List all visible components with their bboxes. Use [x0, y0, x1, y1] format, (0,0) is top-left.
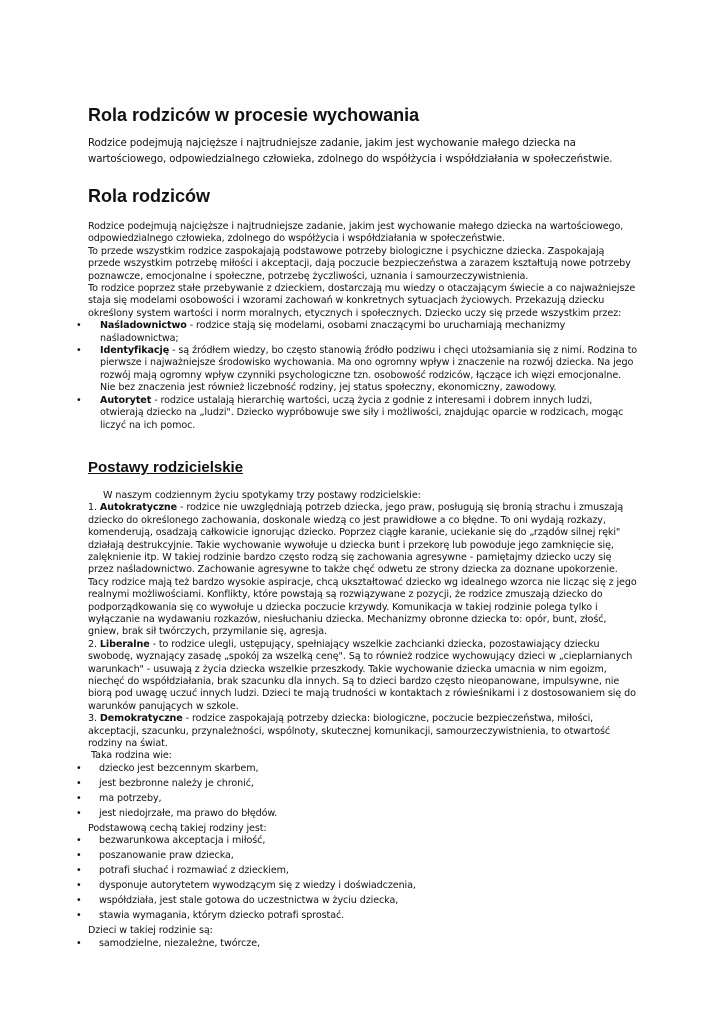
bullet-icon: •	[76, 835, 82, 847]
document-body	[76, 104, 638, 953]
list-item	[76, 807, 638, 820]
paragraph: Rodzice podejmują najcięższe i najtrudniejsze zadanie, jakim jest wychowanie małego dziecka na wartościowego, odpowiedzialnego człowieka, zdolnego do współżycia i współdziałania w społeczeństwie.	[88, 221, 624, 245]
bullet-icon: •	[76, 320, 82, 332]
attitude-text: - rodzice nie uwzględniają potrzeb dziecka, jego praw, posługują się bronią strachu i zmuszają dziecko do określonego zachowania, doskonale wiedzą co jest prawidłowe a co błędne. To oni wydają rozkazy, komenderują, osadzają całkowicie ignorując dziecko. Poprzez ciągłe karanie, uciekanie się do „rządów silnej ręki" działają destrukcyjnie. Takie wychowanie wywołuje u dziecka bunt i przekorę lub powoduje jego zamknięcie się, zalęknienie itp. W takiej rodzinie bardzo często rodzą się zachowania agresywne - pamiętajmy dziecko uczy się przez naśladownictwo. Zachowanie agresywne to także chęć odwetu ze strony dziecka za doznane upokorzenie. Tacy rodzice mają też bardzo wysokie aspiracje, chcą ukształtować dziecko wg idealnego wzorca nie licząc się z jego realnymi możliwościami. Konflikty, które powstają są rozwiązywane z pozycji, że rodzice zmuszają dziecko do podporządkowania się co wywołuje u dziecka poczucie krzywdy. Komunikacja w takiej rodzinie polega tylko i wyłączanie na wydawaniu rozkazów, niesłuchaniu dziecka. Mechanizmy obronne dziecka to: opór, bunt, złość, gniew, brak sił twórczych, przymilanie się, agresja.	[88, 502, 637, 638]
list-item-text: stawia wymagania, którym dziecko potrafi sprostać.	[99, 910, 345, 922]
list-item-text: - rodzice stają się modelami, osobami znaczącymi bo uruchamiają mechanizmy naśladownictwa;	[100, 320, 566, 344]
family-traits-list	[76, 835, 638, 922]
attitude-term: Autokratyczne	[99, 502, 178, 514]
list-item-text: samodzielne, niezależne, twórcze,	[99, 937, 260, 949]
list-item	[76, 792, 638, 805]
bullet-icon: •	[76, 807, 82, 819]
bullet-icon: •	[76, 895, 82, 907]
bullet-icon: •	[76, 865, 82, 877]
list-item	[76, 777, 638, 790]
list-item-text: potrafi słuchać i rozmawiać z dzieckiem,	[99, 865, 289, 877]
attitude-liberalne	[88, 639, 638, 713]
attitude-term: Liberalne	[99, 638, 150, 650]
paragraph: W naszym codziennym życiu spotykamy trzy postawy rodzicielskie:	[103, 489, 421, 501]
paragraph: To rodzice poprzez stałe przebywanie z dzieckiem, dostarczają mu wiedzy o otaczającym świecie a co najważniejsze staja się modelami osobowości i wzorami zachowań w konkretnych sytuacjach życiowych. Przekazują dziecku określony system wartości i norm moralnych, etycznych i społecznych. Dziecko uczy się przede wszystkim przez:	[88, 283, 636, 319]
bullet-icon: •	[76, 762, 82, 774]
section-heading-rola-rodzicow: Rola rodziców	[88, 186, 211, 206]
attitude-text: - rodzice zaspokajają potrzeby dziecka: biologiczne, poczucie bezpieczeństwa, miłości, akceptacji, szacunku, przynależności, wspólnoty, skutecznej komunikacji, samourzeczywistnienia, to otwartość rodziny na świat.	[88, 713, 611, 750]
bullet-icon: •	[76, 937, 82, 949]
section-heading-postawy: Postawy rodzicielskie	[88, 458, 244, 476]
attitude-text: - to rodzice ulegli, ustępujący, spełniający wszelkie zachcianki dziecka, pozostawiający dziecku swobodę, wyznający zasadę „spokój za wszelką cenę". Są to również rodzice wychowujący dzieci w „cieplarnianych warunkach" - usuwają z życia dziecka wszelkie przeszkody. Takie wychowanie dziecka umacnia w nim egoizm, niechęć do współdziałania, brak szacunku dla innych. Są to dzieci bardzo często nieopanowane, impulsywne, nie biorą pod uwagę uczuć innych ludzi. Dzieci te mają trudności w kontaktach z rówieśnikami i z dostosowaniem się do warunków panujących w szkole.	[88, 638, 636, 712]
intro-paragraph: Rodzice podejmują najcięższe i najtrudniejsze zadanie, jakim jest wychowanie małego dziecka na wartościowego, odpowiedzialnego człowieka, zdolnego do współżycia i współdziałania w społeczeństwie.	[88, 138, 613, 165]
bullet-icon: •	[76, 910, 82, 922]
list-item-text: bezwarunkowa akceptacja i miłość,	[99, 835, 266, 847]
list-item-term: Naśladownictwo	[100, 320, 187, 332]
list-item-text: dysponuje autorytetem wywodzącym się z wiedzy i doświadczenia,	[99, 880, 416, 892]
children-traits-list	[76, 937, 638, 950]
list-item	[76, 320, 638, 345]
list-item	[76, 865, 638, 877]
learning-methods-list	[76, 320, 638, 432]
item-number: 1.	[88, 502, 100, 514]
list-lead: Taka rodzina wie:	[91, 750, 172, 762]
page-title: Rola rodziców w procesie wychowania	[88, 105, 420, 125]
list-item-text: poszanowanie praw dziecka,	[99, 850, 234, 862]
list-item-text: dziecko jest bezcennym skarbem,	[99, 762, 259, 774]
bullet-icon: •	[76, 792, 82, 804]
list-lead: Dzieci w takiej rodzinie są:	[88, 925, 213, 937]
list-item-text: - rodzice ustalają hierarchię wartości, uczą życia z godnie z interesami i dobrem innych ludzi, otwierają dziecko na „ludzi". Dziecko wypróbowuje swe siły i możliwości, znajdując oparcie w rodzicach, mogąc liczyć na ich pomoc.	[100, 394, 624, 431]
list-item	[76, 762, 638, 775]
list-item	[76, 394, 638, 432]
family-knows-list	[76, 762, 638, 820]
paragraph: To przede wszystkim rodzice zaspokajają podstawowe potrzeby biologiczne i psychiczne dziecka. Zaspokajają przede wszystkim potrzebę miłości i akceptacji, dają poczucie bezpieczeństwa a zarazem kształtują nowe potrzeby poznawcze, emocjonalne i społeczne, potrzebę życzliwości, uznania i samourzeczywistnienia.	[88, 245, 631, 282]
bullet-icon: •	[76, 880, 82, 892]
list-item-text: ma potrzeby,	[99, 792, 162, 804]
attitude-demokratyczne	[88, 713, 638, 750]
list-item	[76, 835, 638, 847]
list-item	[76, 910, 638, 922]
bullet-icon: •	[76, 777, 82, 789]
list-item	[76, 895, 638, 907]
list-item	[76, 345, 638, 395]
attitude-term: Demokratyczne	[99, 713, 183, 725]
list-lead: Podstawową cechą takiej rodziny jest:	[88, 822, 267, 834]
list-item-term: Autorytet	[100, 394, 152, 406]
list-item-text: - są źródłem wiedzy, bo często stanowią źródło podziwu i chęci utożsamiania się z nimi. Rodzina to pierwsze i najważniejsze środowisko wychowania. Ma ono ogromny wpływ i znaczenie na rozwój dziecka. Na jego rozwój mają ogromny wpływ czynniki psychologiczne tzn. osobowość rodziców, łączące ich więzi emocjonalne. Nie bez znaczenia jest również liczebność rodziny, jej status społeczny, ekonomiczny, zawodowy.	[100, 345, 638, 394]
bullet-icon: •	[76, 345, 82, 357]
list-item-text: współdziała, jest stale gotowa do uczestnictwa w życiu dziecka,	[99, 895, 399, 907]
list-item-text: jest niedojrzałe, ma prawo do błędów.	[99, 807, 278, 819]
attitude-autokratyczne	[88, 502, 638, 638]
list-item-term: Identyfikację	[100, 345, 170, 357]
bullet-icon: •	[76, 850, 82, 862]
list-item	[76, 937, 638, 950]
item-number: 2.	[88, 638, 100, 650]
list-item-text: jest bezbronne należy je chronić,	[99, 777, 254, 789]
list-item	[76, 850, 638, 862]
item-number: 3.	[88, 713, 100, 725]
list-item	[76, 880, 638, 892]
bullet-icon: •	[76, 394, 82, 406]
